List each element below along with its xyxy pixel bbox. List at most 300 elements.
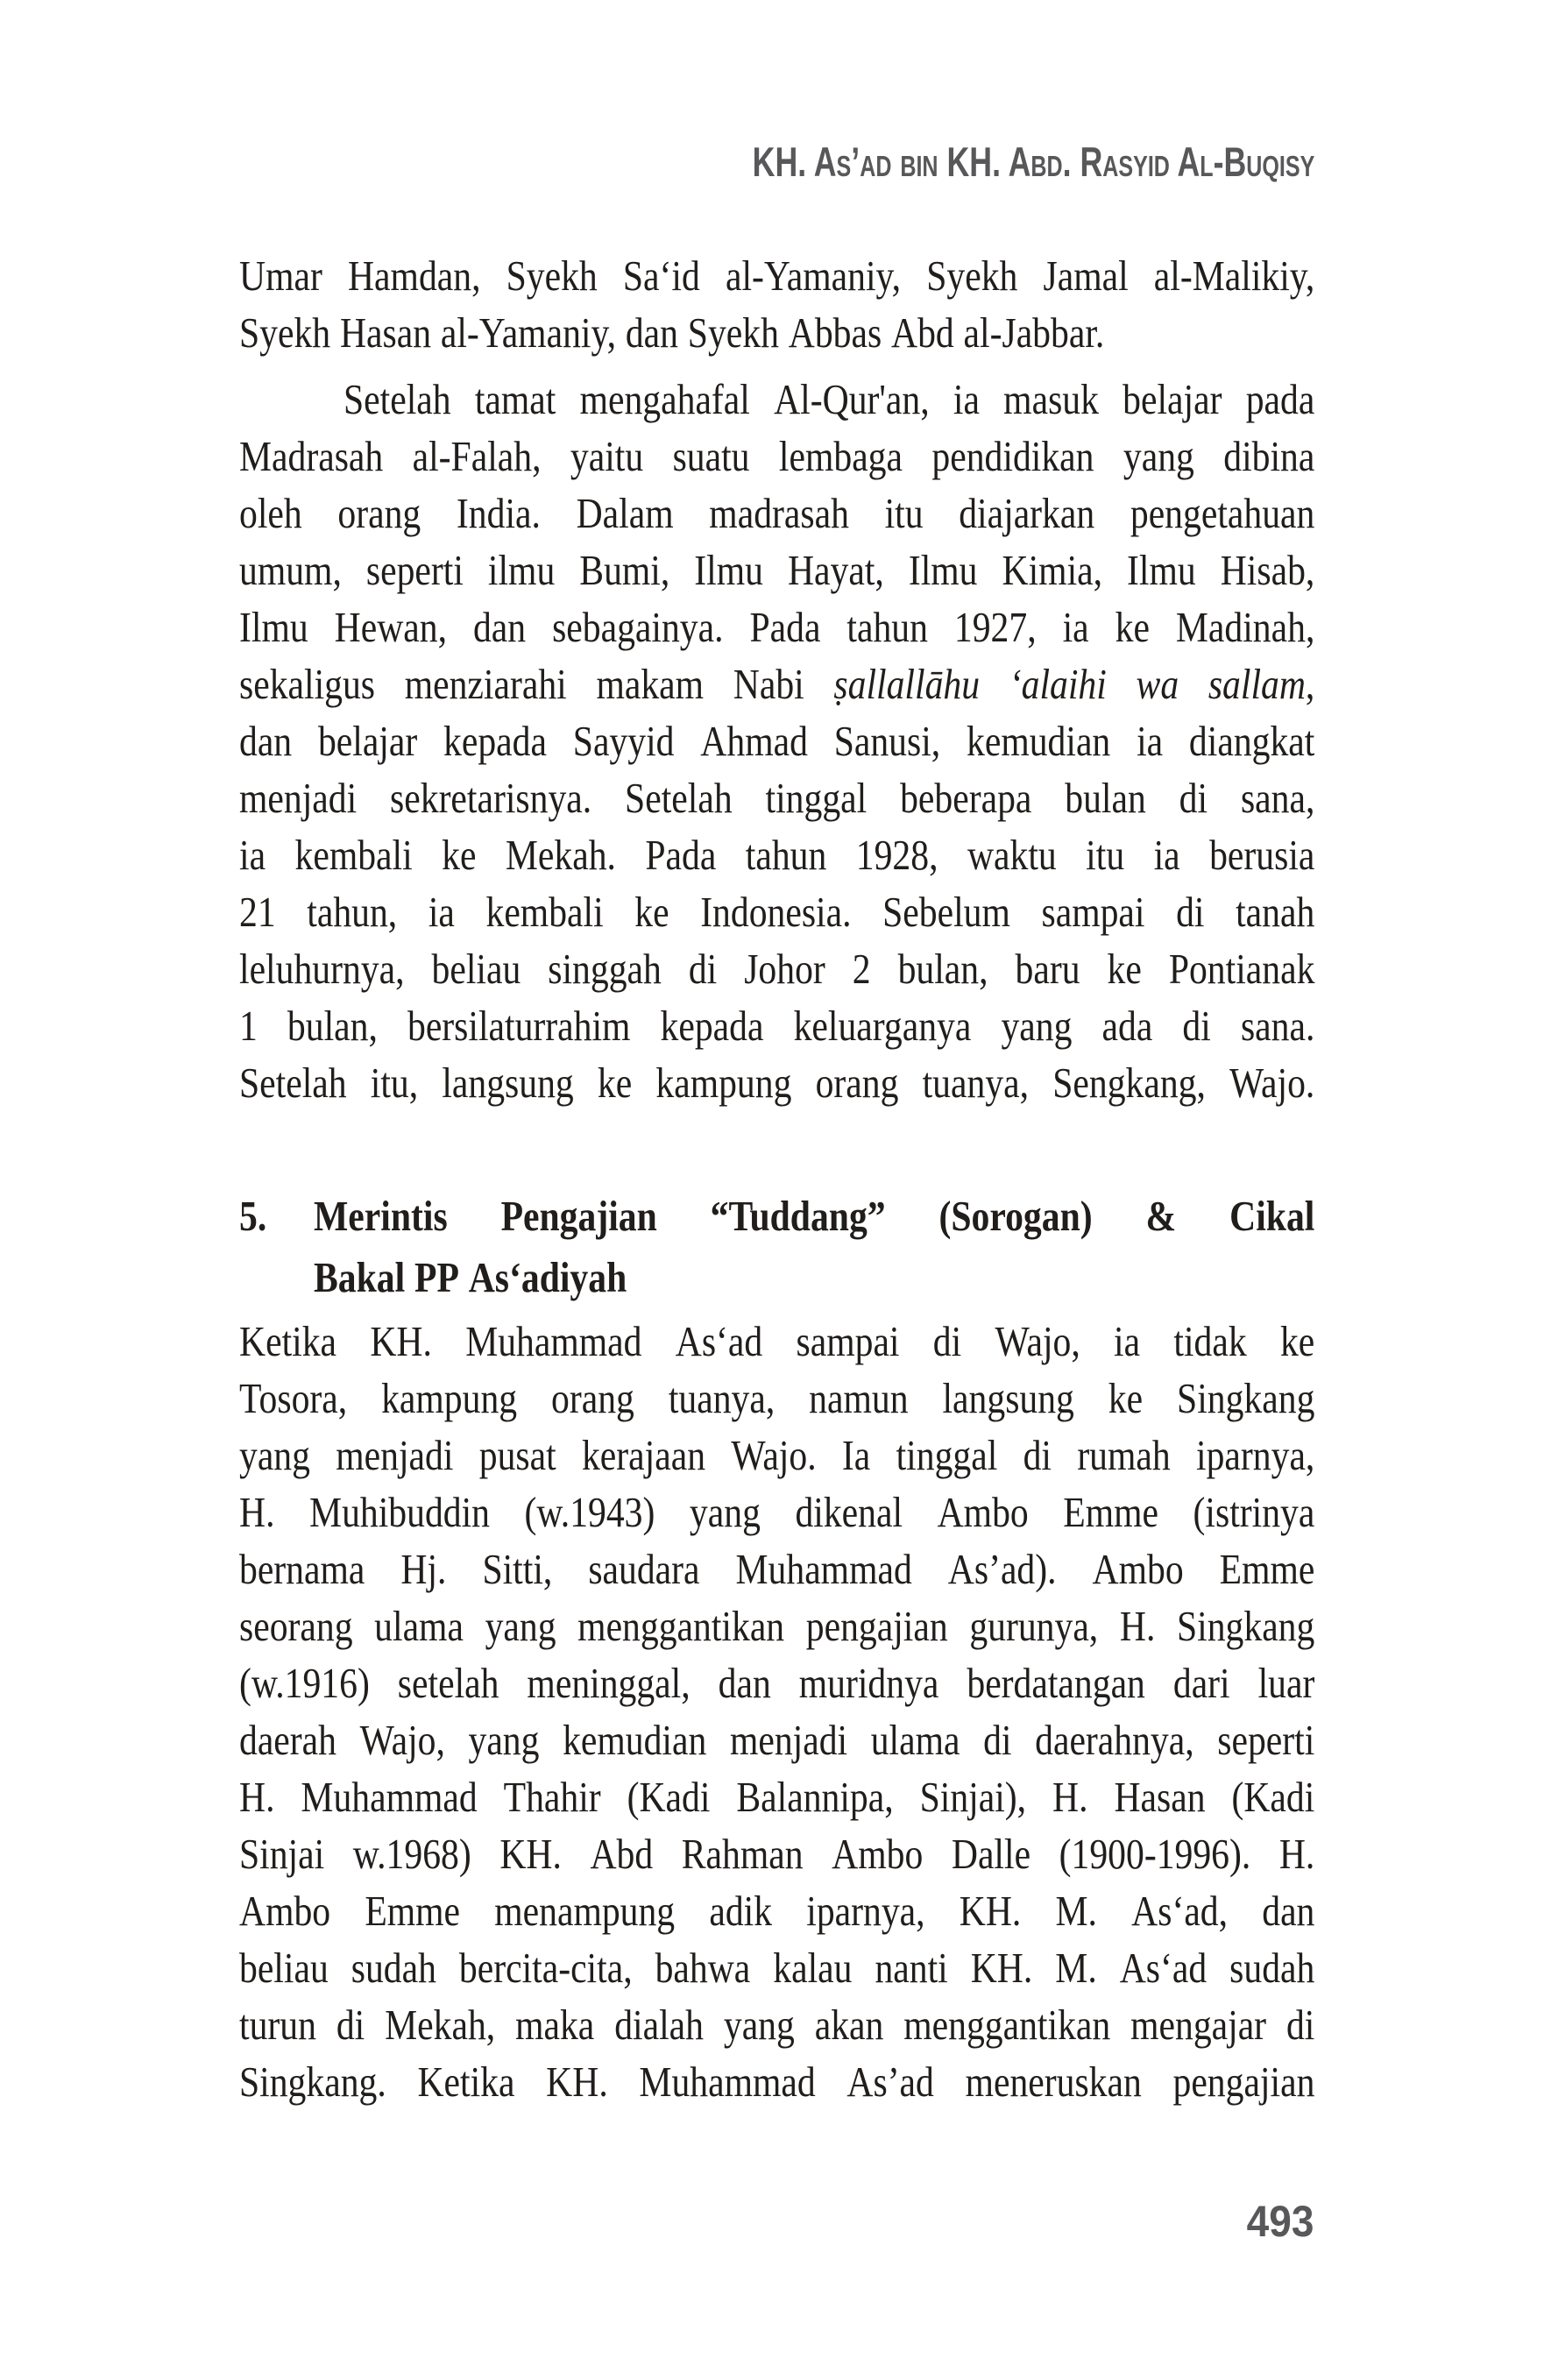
word: w.1968) xyxy=(352,1830,471,1878)
word: dan xyxy=(239,717,293,765)
word: Thahir xyxy=(503,1773,601,1821)
word: di xyxy=(983,1716,1012,1764)
word: Ilmu xyxy=(694,546,763,594)
text-line xyxy=(239,485,1314,542)
word: Sa‘id xyxy=(622,251,700,300)
text-line xyxy=(239,1768,1314,1825)
text-line xyxy=(239,655,1314,712)
word: sampai xyxy=(796,1317,900,1365)
word: dan xyxy=(472,603,527,651)
text-line xyxy=(239,1996,1314,2053)
heading-line xyxy=(314,1186,1314,1247)
word: Pada xyxy=(645,831,717,879)
word: dibina xyxy=(1223,432,1315,480)
word: M. xyxy=(1055,1944,1097,1992)
word: ke xyxy=(1107,945,1142,993)
text-line xyxy=(239,1054,1314,1111)
word: menampung xyxy=(494,1887,676,1935)
word: mengahafal xyxy=(579,375,750,423)
word: KH. xyxy=(499,1830,562,1878)
word: dialah xyxy=(614,2001,704,2049)
text-line xyxy=(239,2053,1314,2110)
word: Nabi xyxy=(733,660,804,708)
word: Dalle xyxy=(951,1830,1031,1878)
word: Umar xyxy=(239,251,322,300)
word: wa xyxy=(1136,660,1179,708)
word: turun xyxy=(239,2001,316,2049)
text-line xyxy=(239,1484,1314,1541)
text-line xyxy=(239,769,1314,826)
word: ulama xyxy=(870,1716,960,1764)
word: meninggal, xyxy=(527,1659,691,1707)
word: berdatangan xyxy=(967,1659,1145,1707)
word: Ketika xyxy=(239,1317,337,1365)
word: iparnya, xyxy=(806,1887,925,1935)
word: As‘adiyah xyxy=(468,1253,627,1301)
word: pada xyxy=(1245,375,1315,423)
word: oleh xyxy=(239,489,302,537)
word: di xyxy=(1176,888,1205,936)
word: ia xyxy=(1114,1317,1141,1365)
word: Emme xyxy=(1063,1488,1159,1536)
word: tinggal xyxy=(896,1431,998,1479)
word: Muhibuddin xyxy=(309,1488,490,1536)
word: bersilaturrahim xyxy=(407,1002,631,1050)
word: Hj. xyxy=(400,1545,447,1593)
word: H. xyxy=(1119,1602,1156,1650)
word: bulan, xyxy=(897,945,988,993)
word: yang xyxy=(723,2001,795,2049)
text-line xyxy=(239,599,1314,655)
word: India. xyxy=(456,489,541,537)
heading-number: 5. xyxy=(239,1192,267,1240)
word: kembali xyxy=(294,831,413,879)
word: sana, xyxy=(1240,774,1315,822)
word: yang xyxy=(239,1431,310,1479)
word: pengajian xyxy=(805,1602,948,1650)
text-line xyxy=(239,1427,1314,1484)
word: kepada xyxy=(660,1002,764,1050)
paragraph xyxy=(239,1313,1314,2110)
word: pengajian xyxy=(1172,2058,1315,2106)
word: yang xyxy=(689,1488,761,1536)
word: di xyxy=(1285,2001,1315,2049)
word: al-Yamaniy, xyxy=(725,251,902,300)
section-heading xyxy=(239,1186,1314,1308)
word: Wajo, xyxy=(995,1317,1080,1365)
word: Mekah, xyxy=(385,2001,496,2049)
word: menjadi xyxy=(336,1431,454,1479)
word: tahun xyxy=(745,831,827,879)
word: Rahman xyxy=(681,1830,804,1878)
word: baru xyxy=(1015,945,1080,993)
word: Sinjai), xyxy=(919,1773,1027,1821)
word: al-Yamaniy, xyxy=(440,308,617,357)
word: daerahnya, xyxy=(1035,1716,1194,1764)
word: & xyxy=(1145,1192,1177,1240)
word: pendidikan xyxy=(931,432,1094,480)
word: (Kadi xyxy=(627,1773,711,1821)
word: H. xyxy=(1052,1773,1088,1821)
word: dikenal xyxy=(795,1488,903,1536)
word: iparnya, xyxy=(1196,1431,1315,1479)
word: meneruskan xyxy=(965,2058,1142,2106)
word: bahwa xyxy=(655,1944,751,1992)
text-line xyxy=(239,712,1314,769)
text-line xyxy=(239,1370,1314,1427)
word: Ilmu xyxy=(239,603,308,651)
word: madrasah xyxy=(709,489,849,537)
word: ke xyxy=(597,1059,633,1107)
text-line xyxy=(239,883,1314,940)
word: pengetahuan xyxy=(1130,489,1315,537)
word: 1927, xyxy=(953,603,1037,651)
word: Emme xyxy=(365,1887,461,1935)
word: Hisab, xyxy=(1220,546,1315,594)
text-line xyxy=(239,1711,1314,1768)
text-line xyxy=(239,371,1314,428)
word: ke xyxy=(634,888,669,936)
word: yaitu xyxy=(570,432,644,480)
word: yang xyxy=(485,1602,556,1650)
word: di xyxy=(1023,1431,1052,1479)
word: mengajar xyxy=(1130,2001,1267,2049)
word: Kimia, xyxy=(1002,546,1103,594)
word: Abd xyxy=(590,1830,654,1878)
word: beliau xyxy=(431,945,521,993)
word: As‘ad, xyxy=(1131,1887,1229,1935)
word: (1900-1996). xyxy=(1059,1830,1251,1878)
word: Muhammad xyxy=(465,1317,642,1365)
word: “Tuddang” xyxy=(710,1192,886,1240)
word: ilmu xyxy=(487,546,556,594)
word: kemudian xyxy=(967,717,1111,765)
word: ulama xyxy=(374,1602,464,1650)
text-line xyxy=(239,247,1314,304)
word: sudah xyxy=(1229,1944,1315,1992)
word: Wajo. xyxy=(1229,1059,1315,1107)
word: As‘ad xyxy=(1119,1944,1208,1992)
word: 1928, xyxy=(855,831,938,879)
word: saudara xyxy=(588,1545,700,1593)
word: Ia xyxy=(841,1431,871,1479)
word: Madinah, xyxy=(1175,603,1315,651)
word: belajar xyxy=(317,717,418,765)
word: Ambo xyxy=(832,1830,924,1878)
word: setelah xyxy=(397,1659,499,1707)
word: seperti xyxy=(1217,1716,1315,1764)
word: umum, xyxy=(239,546,342,594)
word: ia xyxy=(953,375,980,423)
word: Wajo, xyxy=(359,1716,445,1764)
word: di xyxy=(688,945,718,993)
word: Hasan xyxy=(339,308,432,357)
word: Ambo xyxy=(239,1887,331,1935)
word: namun xyxy=(809,1374,909,1422)
word: (Kadi xyxy=(1231,1773,1315,1821)
word: orang xyxy=(551,1374,634,1422)
word: makam xyxy=(596,660,705,708)
word: Sanusi, xyxy=(833,717,941,765)
word: Al-Qur'an, xyxy=(774,375,930,423)
word: H. xyxy=(1278,1830,1315,1878)
word: Ketika xyxy=(417,2058,515,2106)
word: orang xyxy=(815,1059,899,1107)
word: Hayat, xyxy=(787,546,884,594)
word: Merintis xyxy=(314,1192,448,1240)
word: tinggal xyxy=(765,774,868,822)
word: tanah xyxy=(1236,888,1315,936)
word: Hewan, xyxy=(334,603,448,651)
word: menggantikan xyxy=(903,2001,1111,2049)
word: di xyxy=(932,1317,962,1365)
word: berusia xyxy=(1209,831,1315,879)
word: H. xyxy=(239,1488,275,1536)
word: Mekah. xyxy=(505,831,616,879)
word: Wajo. xyxy=(731,1431,817,1479)
heading-line xyxy=(314,1247,1314,1308)
word: As’ad). xyxy=(947,1545,1057,1593)
text-line xyxy=(239,1313,1314,1370)
word: Setelah xyxy=(625,774,733,822)
word: kemudian xyxy=(563,1716,707,1764)
word: beberapa xyxy=(900,774,1032,822)
word: tahun, xyxy=(307,888,398,936)
word: di xyxy=(336,2001,365,2049)
word: dan xyxy=(625,308,678,357)
word: Sengkang, xyxy=(1052,1059,1206,1107)
word: bernama xyxy=(239,1545,365,1593)
word: dan xyxy=(1262,1887,1315,1935)
word: Pada xyxy=(749,603,821,651)
word: Pontianak xyxy=(1168,945,1315,993)
word: KH. xyxy=(546,2058,608,2106)
word: Bumi, xyxy=(579,546,670,594)
word: Tosora, xyxy=(239,1374,348,1422)
text-line xyxy=(239,1654,1314,1711)
word: ia xyxy=(428,888,455,936)
word: Jamal xyxy=(1043,251,1129,300)
word: Muhammad xyxy=(639,2058,816,2106)
word: di xyxy=(1182,1002,1211,1050)
word: KH. xyxy=(970,1944,1033,1992)
word: itu xyxy=(1086,831,1125,879)
word: menjadi xyxy=(729,1716,848,1764)
word: al-Malikiy, xyxy=(1153,251,1315,300)
word: menziarahi xyxy=(404,660,567,708)
word: Sebelum xyxy=(882,888,1010,936)
word: Syekh xyxy=(239,308,331,357)
word: Emme xyxy=(1219,1545,1315,1593)
word: 21 xyxy=(239,888,276,936)
word: Setelah xyxy=(343,375,451,423)
word: Indonesia. xyxy=(700,888,852,936)
word: yang xyxy=(1123,432,1194,480)
word: ke xyxy=(1108,1374,1144,1422)
text-line xyxy=(239,1882,1314,1939)
word: kampung xyxy=(655,1059,792,1107)
word: luar xyxy=(1257,1659,1315,1707)
word: keluarganya xyxy=(793,1002,972,1050)
text-line xyxy=(239,1541,1314,1597)
running-header: KH. As’ad bin KH. Abd. Rasyid Al-Buqisy xyxy=(752,138,1314,185)
word: yang xyxy=(468,1716,540,1764)
word: Ilmu xyxy=(908,546,978,594)
word: tahun xyxy=(846,603,928,651)
word: KH. xyxy=(959,1887,1022,1935)
word: Hamdan, xyxy=(347,251,481,300)
word: ke xyxy=(1115,603,1150,651)
word: al-Jabbar. xyxy=(963,308,1105,357)
word: Johor xyxy=(744,945,825,993)
word: kalau xyxy=(773,1944,853,1992)
word: (Sorogan) xyxy=(938,1192,1093,1240)
text-line xyxy=(239,542,1314,599)
word: KH. xyxy=(370,1317,432,1365)
word: kembali xyxy=(485,888,604,936)
word: daerah xyxy=(239,1716,336,1764)
word: Hasan xyxy=(1114,1773,1206,1821)
word: Ilmu xyxy=(1127,546,1196,594)
word: kepada xyxy=(443,717,547,765)
word: maka xyxy=(515,2001,595,2049)
word: ia xyxy=(1062,603,1089,651)
word: sallam, xyxy=(1208,660,1315,708)
word: Syekh xyxy=(687,308,779,357)
word: As’ad xyxy=(846,2058,934,2106)
word: sampai xyxy=(1041,888,1145,936)
word: Dalam xyxy=(576,489,674,537)
text-line xyxy=(239,940,1314,997)
word: kampung xyxy=(381,1374,518,1422)
page-number: 493 xyxy=(1246,2197,1314,2246)
word: M. xyxy=(1055,1887,1097,1935)
word: singgah xyxy=(548,945,662,993)
word: seperti xyxy=(365,546,464,594)
word: ‘alaihi xyxy=(1009,660,1107,708)
word: Abbas xyxy=(788,308,882,357)
paragraph xyxy=(239,371,1314,1111)
word: Bakal xyxy=(314,1253,406,1301)
word: nanti xyxy=(875,1944,948,1992)
word: kerajaan xyxy=(581,1431,706,1479)
word: belajar xyxy=(1123,375,1222,423)
word: ṣallallāhu xyxy=(833,660,981,708)
word: seorang xyxy=(239,1602,353,1650)
word: Sinjai xyxy=(239,1830,325,1878)
word: rumah xyxy=(1077,1431,1171,1479)
word: tuanya, xyxy=(668,1374,776,1422)
word: Sayyid xyxy=(572,717,675,765)
word: muridnya xyxy=(798,1659,939,1707)
word: suatu xyxy=(672,432,750,480)
word: itu, xyxy=(370,1059,419,1107)
text-column xyxy=(239,0,1314,2380)
text-line xyxy=(239,1939,1314,1996)
word: bercita-cita, xyxy=(458,1944,633,1992)
word: sekretarisnya. xyxy=(390,774,592,822)
word: dan xyxy=(718,1659,771,1707)
word: ke xyxy=(442,831,477,879)
word: ada xyxy=(1101,1002,1153,1050)
word: Madrasah xyxy=(239,432,384,480)
word: pusat xyxy=(478,1431,556,1479)
word: (w.1943) xyxy=(524,1488,655,1536)
word: Singkang xyxy=(1177,1374,1315,1422)
word: 1 xyxy=(239,1002,258,1050)
text-line xyxy=(239,428,1314,485)
word: Singkang. xyxy=(239,2058,386,2106)
word: leluhurnya, xyxy=(239,945,405,993)
word: sekaligus xyxy=(239,660,376,708)
word: Ambo xyxy=(1092,1545,1184,1593)
word: waktu xyxy=(967,831,1057,879)
word: menjadi xyxy=(239,774,358,822)
text-line xyxy=(239,304,1314,361)
word: Ambo xyxy=(937,1488,1029,1536)
word: H. xyxy=(239,1773,275,1821)
word: beliau xyxy=(239,1944,329,1992)
word: gurunya, xyxy=(969,1602,1099,1650)
text-line xyxy=(239,1825,1314,1882)
word: di xyxy=(1179,774,1208,822)
word: ia xyxy=(239,831,266,879)
word: itu xyxy=(884,489,924,537)
text-line xyxy=(239,826,1314,883)
word: Syekh xyxy=(926,251,1018,300)
word: sana. xyxy=(1240,1002,1315,1050)
word: Pengajian xyxy=(500,1192,657,1240)
word: masuk xyxy=(1003,375,1099,423)
word: Muhammad xyxy=(735,1545,912,1593)
word: diajarkan xyxy=(959,489,1095,537)
word: Sitti, xyxy=(482,1545,553,1593)
word: As‘ad xyxy=(675,1317,763,1365)
text-line xyxy=(239,997,1314,1054)
word: Syekh xyxy=(506,251,598,300)
word: diangkat xyxy=(1188,717,1315,765)
word: tuanya, xyxy=(922,1059,1030,1107)
word: tidak xyxy=(1173,1317,1247,1365)
word: menggantikan xyxy=(577,1602,785,1650)
word: langsung xyxy=(942,1374,1074,1422)
word: Cikal xyxy=(1229,1192,1315,1240)
word: Abd xyxy=(891,308,954,357)
word: Balannipa, xyxy=(736,1773,894,1821)
word: Ahmad xyxy=(700,717,808,765)
word: (w.1916) xyxy=(239,1659,370,1707)
word: lembaga xyxy=(778,432,903,480)
word: adik xyxy=(709,1887,773,1935)
word: Muhammad xyxy=(301,1773,478,1821)
word: (istrinya xyxy=(1193,1488,1315,1536)
word: al-Falah, xyxy=(412,432,542,480)
word: dari xyxy=(1172,1659,1230,1707)
word: Setelah xyxy=(239,1059,347,1107)
word: ke xyxy=(1279,1317,1315,1365)
word: PP xyxy=(414,1253,459,1301)
word: yang xyxy=(1001,1002,1073,1050)
word: ia xyxy=(1137,717,1164,765)
word: bulan, xyxy=(287,1002,378,1050)
text-line xyxy=(239,1597,1314,1654)
word: 2 xyxy=(852,945,871,993)
word: akan xyxy=(814,2001,884,2049)
word: langsung xyxy=(442,1059,574,1107)
word: sebagainya. xyxy=(552,603,724,651)
paragraph xyxy=(239,247,1314,361)
word: Singkang xyxy=(1176,1602,1315,1650)
